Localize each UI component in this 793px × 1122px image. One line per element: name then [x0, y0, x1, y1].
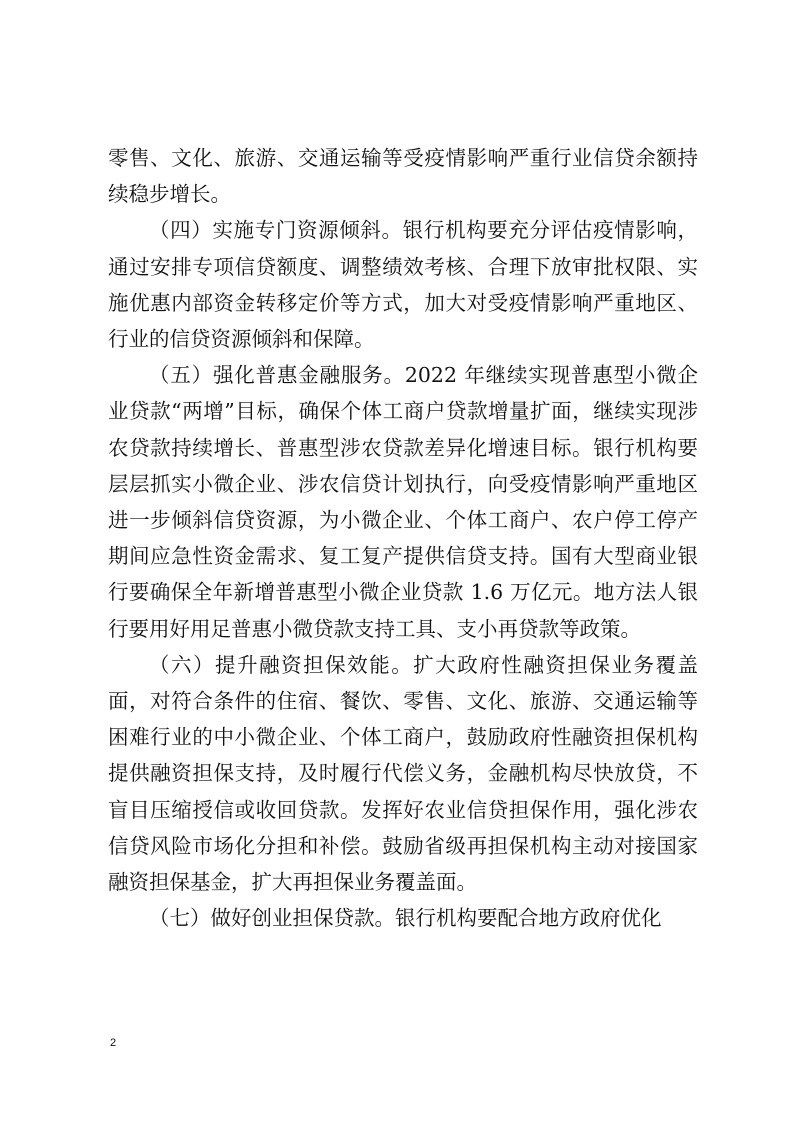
page-number: 2: [110, 1037, 117, 1049]
paragraph-section-4: （四）实施专门资源倾斜。银行机构要充分评估疫情影响，通过安排专项信贷额度、调整绩效考核、合理下放审批权限、实施优惠内部资金转移定价等方式，加大对受疫情影响严重地区、行业的信贷资源倾斜和保障。: [108, 218, 698, 352]
paragraph-section-7: （七）做好创业担保贷款。银行机构要配合地方政府优化: [149, 906, 662, 931]
document-body: [108, 140, 698, 936]
paragraph-section-5: （五）强化普惠金融服务。2022 年继续实现普惠型小微企业贷款“两增”目标，确保个体工商户贷款增量扩面，继续实现涉农贷款持续增长、普惠型涉农贷款差异化增速目标。银行机构要层层抓实小微企业、涉农信贷计划执行，向受疫情影响严重地区进一步倾斜信贷资源，为小微企业、个体工商户、农户停工停产期间应急性资金需求、复工复产提供信贷支持。国有大型商业银行要确保全年新增普惠型小微企业贷款 1.6 万亿元。地方法人银行要用好用足普惠小微贷款支持工具、支小再贷款等政策。: [108, 363, 698, 641]
paragraph-section-6: （六）提升融资担保效能。扩大政府性融资担保业务覆盖面，对符合条件的住宿、餐饮、零售、文化、旅游、交通运输等困难行业的中小微企业、个体工商户，鼓励政府性融资担保机构提供融资担保支持，及时履行代偿义务，金融机构尽快放贷，不盲目压缩授信或收回贷款。发挥好农业信贷担保作用，强化涉农信贷风险市场化分担和补偿。鼓励省级再担保机构主动对接国家融资担保基金，扩大再担保业务覆盖面。: [108, 652, 698, 895]
paragraph-continuation: 零售、文化、旅游、交通运输等受疫情影响严重行业信贷余额持续稳步增长。: [108, 146, 698, 207]
